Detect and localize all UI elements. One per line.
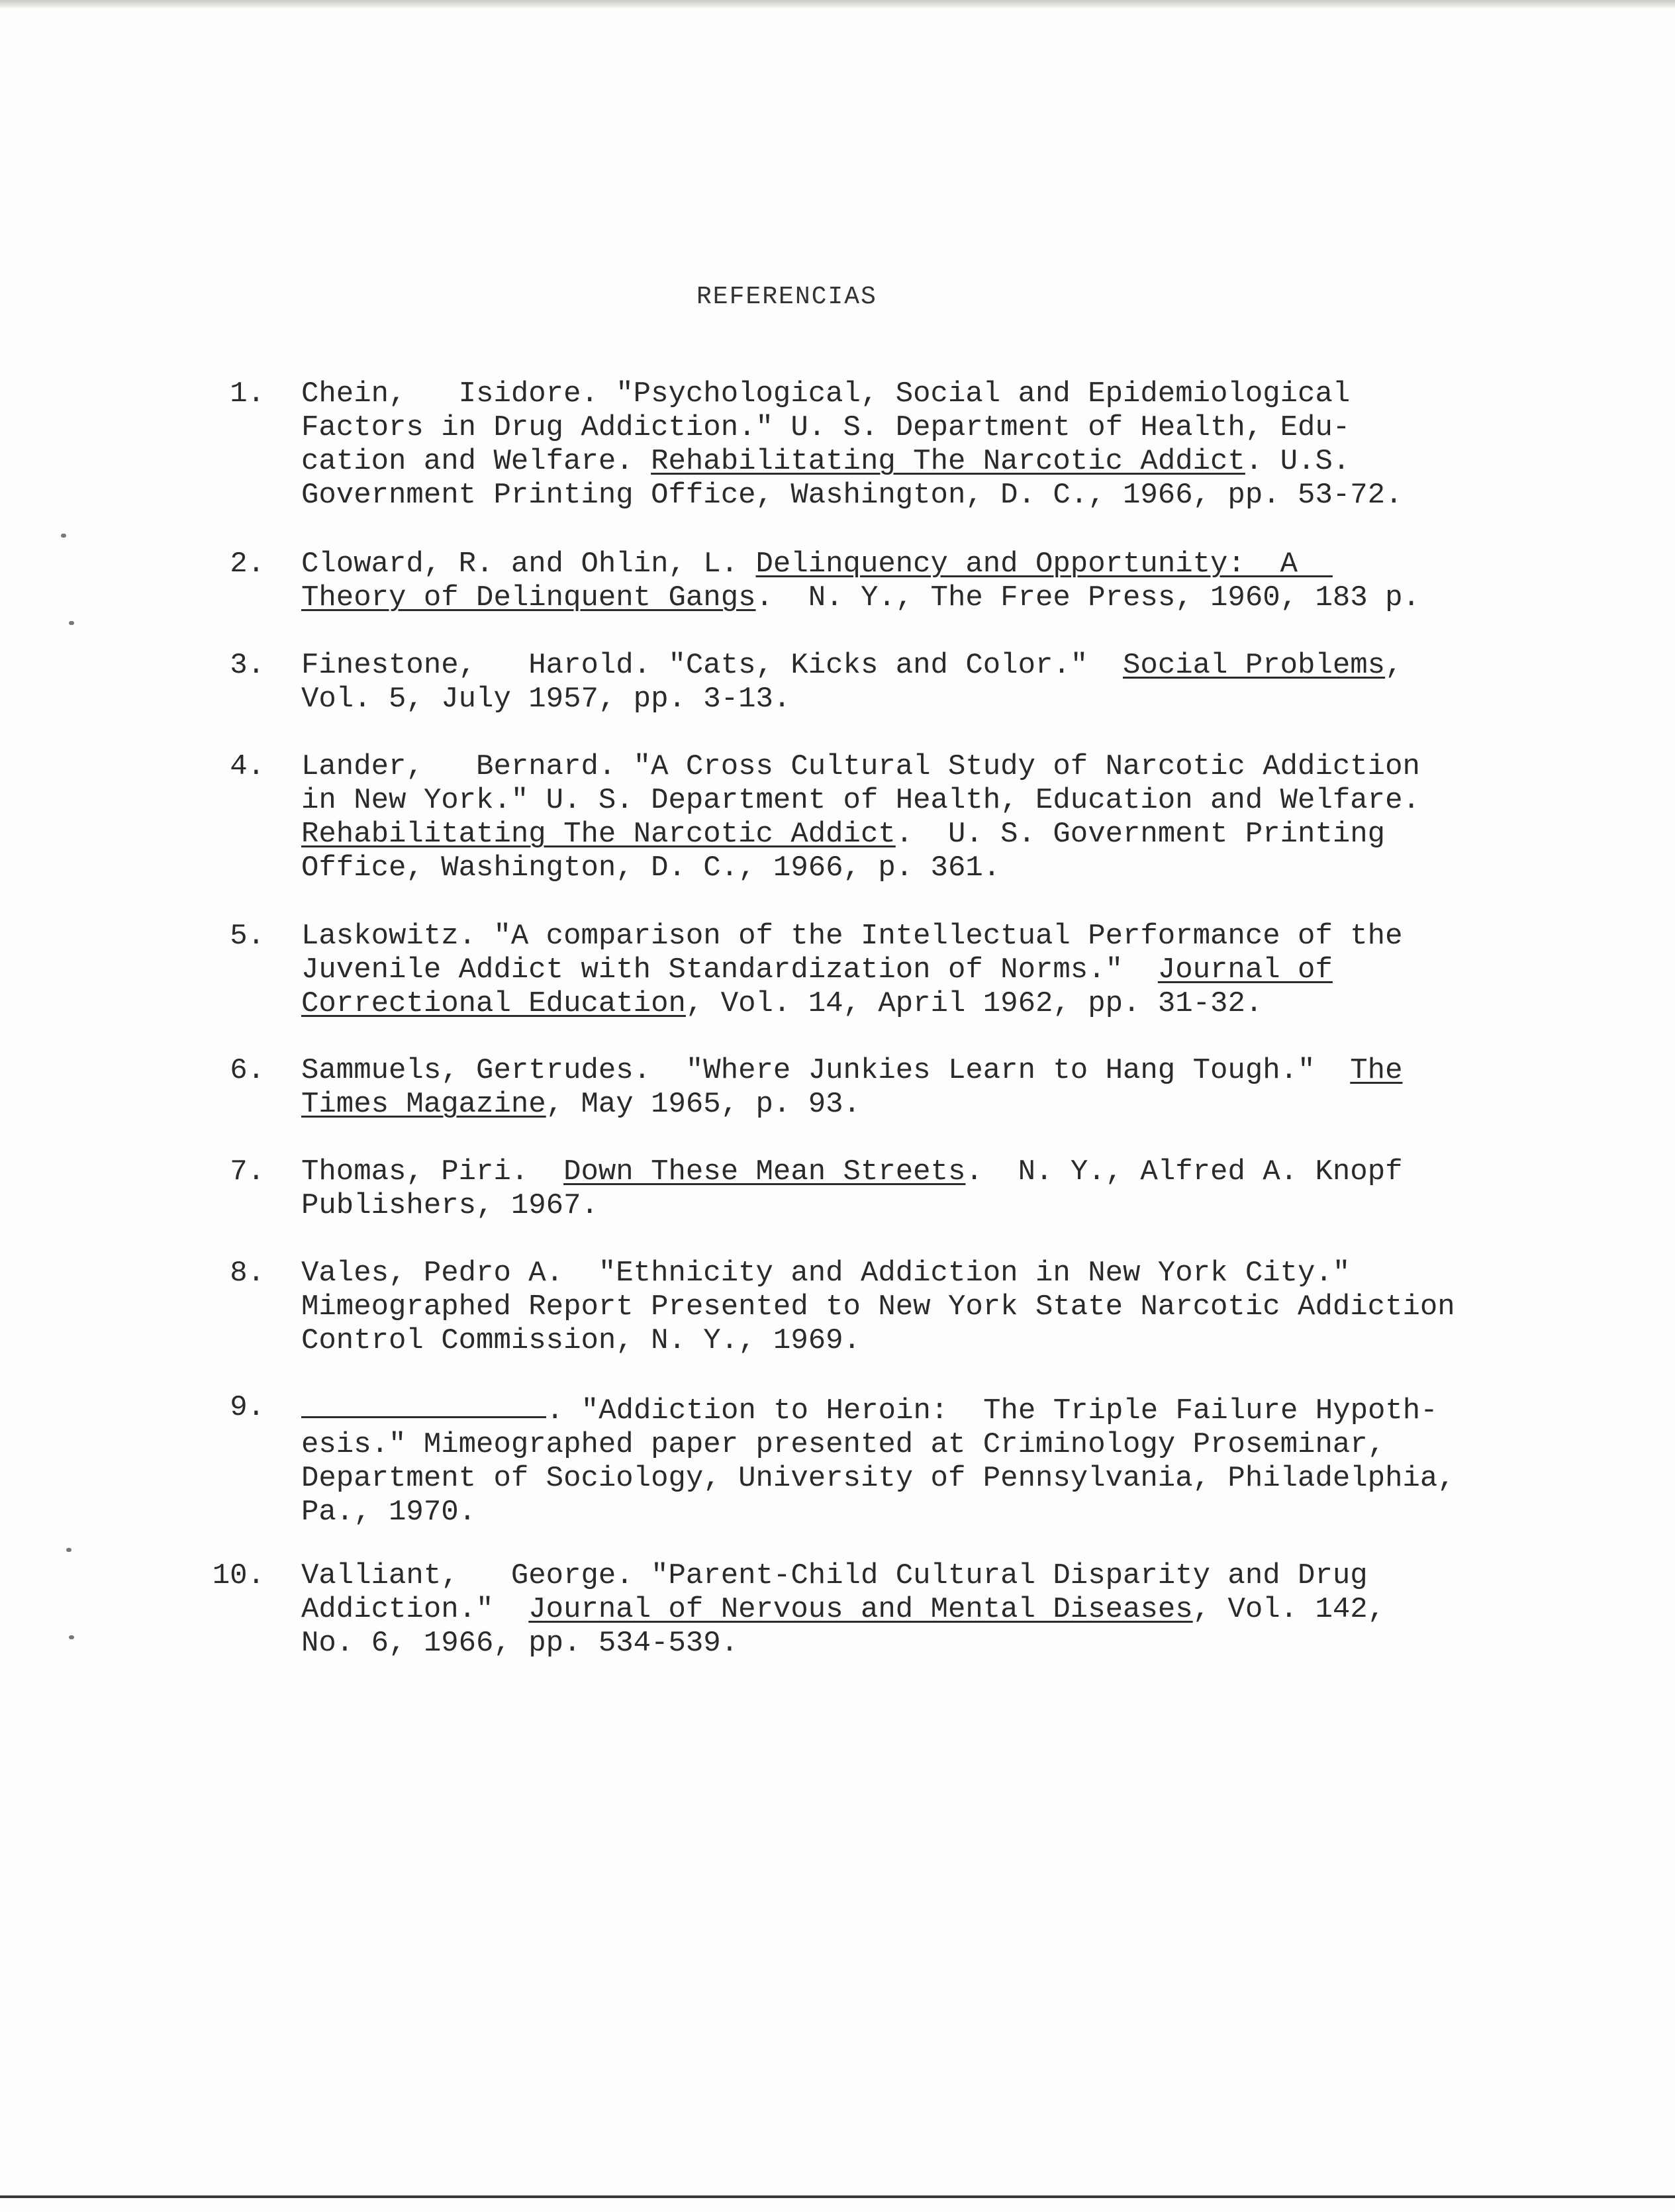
reference-segment: , Vol. 142,: [1192, 1593, 1386, 1626]
reference-segment: Cloward, R. and Ohlin, L.: [301, 548, 756, 581]
underlined-title: Journal of: [1157, 953, 1333, 986]
reference-segment: cation and Welfare.: [301, 445, 651, 478]
reference-line: [301, 1496, 1526, 1529]
reference-segment: . N. Y., The Free Press, 1960, 183 p.: [755, 581, 1420, 614]
scan-speck: [69, 621, 74, 625]
reference-line: [301, 784, 1526, 818]
underlined-title: Theory of Delinquent Gangs: [301, 581, 756, 614]
reference-segment: , Vol. 14, April 1962, pp. 31-32.: [685, 987, 1263, 1020]
scan-speck: [61, 534, 66, 538]
reference-segment: Vol. 5, July 1957, pp. 3-13.: [301, 683, 791, 716]
reference-segment: Factors in Drug Addiction." U. S. Department of Health, Edu-: [301, 411, 1351, 444]
reference-line: [301, 649, 1526, 683]
reference-number: 7.: [230, 1155, 265, 1188]
reference-segment: esis." Mimeographed paper presented at Criminology Proseminar,: [301, 1428, 1386, 1461]
reference-line: [301, 1627, 1526, 1660]
reference-segment: . U.S.: [1245, 445, 1351, 478]
reference-line: [301, 1462, 1526, 1496]
reference-line: [301, 1088, 1526, 1122]
reference-segment: Chein, Isidore. "Psychological, Social and Epidemiological: [301, 377, 1351, 410]
reference-text: [301, 1391, 1526, 1529]
reference-segment: Sammuels, Gertrudes. "Where Junkies Learn to Hang Tough.": [301, 1054, 1351, 1087]
reference-number: 6.: [230, 1054, 265, 1087]
scan-top-edge: [0, 0, 1675, 9]
reference-number: 3.: [230, 649, 265, 682]
reference-number: 1.: [230, 377, 265, 410]
reference-segment: Finestone, Harold. "Cats, Kicks and Color.": [301, 649, 1124, 682]
reference-segment: . U. S. Government Printing: [895, 818, 1386, 851]
underlined-title: Social Problems: [1123, 649, 1386, 682]
reference-line: [301, 1593, 1526, 1627]
reference-line: [301, 987, 1526, 1021]
underlined-title: Delinquency and Opportunity: A: [755, 548, 1333, 581]
reference-line: [301, 1428, 1526, 1462]
reference-segment: Laskowitz. "A comparison of the Intellectual Performance of the: [301, 920, 1403, 953]
reference-text: [301, 377, 1526, 512]
reference-number: 4.: [230, 750, 265, 783]
reference-line: [301, 818, 1526, 851]
reference-line: [301, 1054, 1526, 1088]
reference-text: [301, 548, 1526, 615]
reference-segment: in New York." U. S. Department of Health, Education and Welfare.: [301, 784, 1420, 817]
reference-number: 2.: [230, 548, 265, 581]
reference-line: [301, 377, 1526, 411]
reference-segment: Vales, Pedro A. "Ethnicity and Addiction in New York City.": [301, 1257, 1351, 1290]
reference-number: 9.: [230, 1391, 265, 1424]
reference-line: [301, 1391, 1526, 1428]
reference-segment: Valliant, George. "Parent-Child Cultural Disparity and Drug: [301, 1559, 1368, 1592]
reference-text: [301, 1559, 1526, 1660]
reference-line: [301, 445, 1526, 479]
underlined-title: Journal of Nervous and Mental Diseases: [528, 1593, 1193, 1626]
reference-line: [301, 851, 1526, 885]
reference-segment: . "Addiction to Heroin: The Triple Failure Hypoth-: [546, 1394, 1438, 1427]
reference-line: [301, 1257, 1526, 1290]
reference-number: 10.: [212, 1559, 265, 1592]
scan-speck: [66, 1548, 72, 1552]
reference-segment: Government Printing Office, Washington, D. C., 1966, pp. 53-72.: [301, 479, 1403, 512]
reference-line: [301, 1155, 1526, 1189]
reference-text: [301, 1257, 1526, 1358]
reference-segment: Addiction.": [301, 1593, 529, 1626]
reference-line: [301, 411, 1526, 445]
reference-number: 5.: [230, 920, 265, 953]
reference-segment: Juvenile Addict with Standardization of Norms.": [301, 953, 1158, 986]
underlined-title: The: [1350, 1054, 1403, 1087]
reference-segment: Lander, Bernard. "A Cross Cultural Study of Narcotic Addiction: [301, 750, 1420, 783]
reference-segment: ,: [1385, 649, 1403, 682]
reference-text: [301, 750, 1526, 885]
reference-segment: Publishers, 1967.: [301, 1189, 598, 1222]
reference-line: [301, 1189, 1526, 1223]
reference-segment: Department of Sociology, University of Pennsylvania, Philadelphia,: [301, 1462, 1455, 1495]
reference-segment: , May 1965, p. 93.: [546, 1088, 861, 1121]
scan-bottom-edge: [0, 2195, 1675, 2198]
reference-line: [301, 1290, 1526, 1324]
underlined-title: Down These Mean Streets: [563, 1155, 966, 1188]
underlined-title: Rehabilitating The Narcotic Addict: [651, 445, 1245, 478]
reference-segment: No. 6, 1966, pp. 534-539.: [301, 1627, 739, 1660]
reference-segment: Thomas, Piri.: [301, 1155, 564, 1188]
reference-text: [301, 920, 1526, 1021]
reference-segment: Control Commission, N. Y., 1969.: [301, 1324, 861, 1357]
reference-line: [301, 1324, 1526, 1358]
reference-segment: Pa., 1970.: [301, 1496, 477, 1529]
author-repeat-blank: [301, 1391, 546, 1418]
reference-line: [301, 548, 1526, 581]
reference-line: [301, 581, 1526, 615]
underlined-title: Correctional Education: [301, 987, 686, 1020]
reference-number: 8.: [230, 1257, 265, 1290]
reference-line: [301, 920, 1526, 953]
reference-line: [301, 750, 1526, 784]
page-title: REFERENCIAS: [696, 283, 877, 311]
reference-text: [301, 649, 1526, 716]
reference-segment: Office, Washington, D. C., 1966, p. 361.: [301, 851, 1001, 885]
reference-text: [301, 1054, 1526, 1122]
reference-line: [301, 953, 1526, 987]
scan-speck: [69, 1635, 74, 1639]
reference-segment: Mimeographed Report Presented to New York State Narcotic Addiction: [301, 1290, 1455, 1323]
reference-line: [301, 1559, 1526, 1593]
reference-line: [301, 683, 1526, 716]
reference-text: [301, 1155, 1526, 1223]
reference-line: [301, 479, 1526, 512]
reference-segment: . N. Y., Alfred A. Knopf: [965, 1155, 1403, 1188]
underlined-title: Rehabilitating The Narcotic Addict: [301, 818, 896, 851]
underlined-title: Times Magazine: [301, 1088, 546, 1121]
